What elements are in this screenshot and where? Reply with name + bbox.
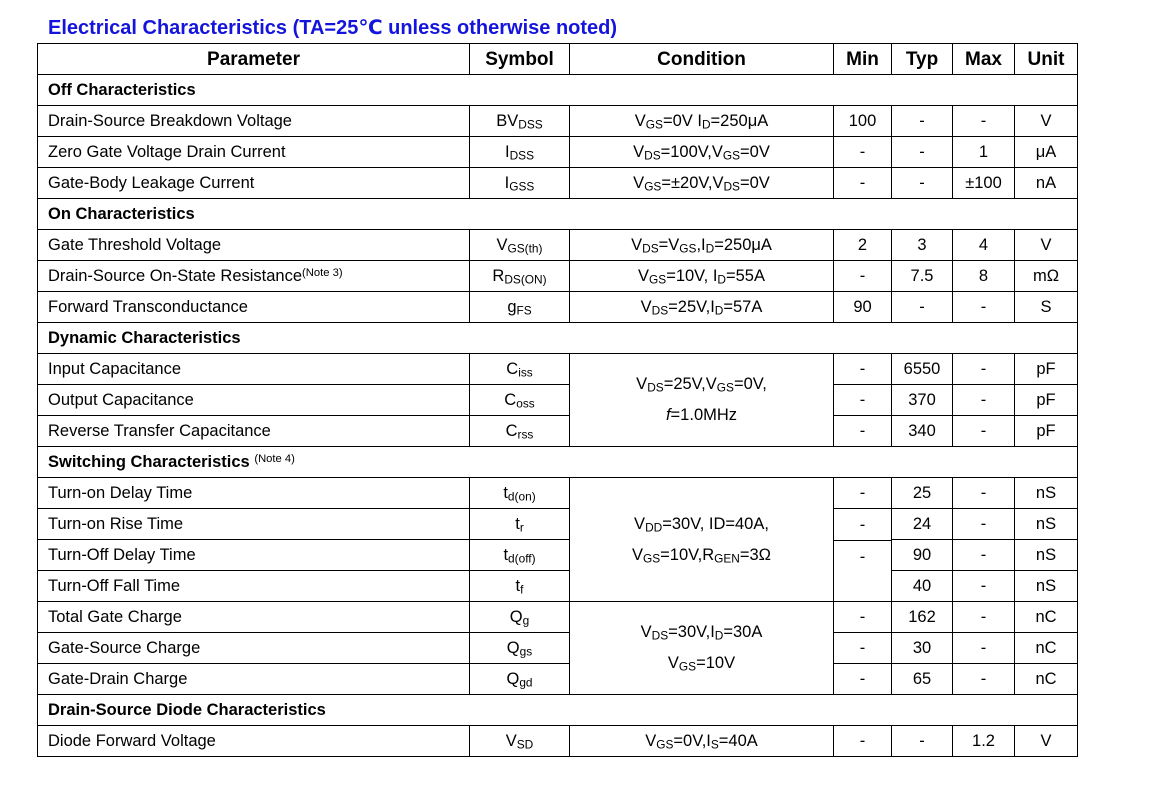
unit-cell: S [1015,292,1078,323]
typ-cell: 40 [892,571,953,602]
typ-cell: 162 [892,602,953,633]
condition-cell: $V_{GS}=0V,I_S=40A$ [570,726,834,757]
symbol-cell: $V_{GS(th)}$ [470,230,570,261]
table-row [38,106,1078,137]
unit-cell: nC [1015,633,1078,664]
param-cell: Output Capacitance [38,385,470,416]
condition-cell: $V_{GS}=10V$, $I_D=55A$ [570,261,834,292]
symbol-cell: $t_{d(off)}$ [470,540,570,571]
max-cell: - [953,385,1015,416]
max-cell: - [953,478,1015,509]
condition-cell: $V_{DS}=25V,I_D=57A$ [570,292,834,323]
param-cell: Input Capacitance [38,354,470,385]
param-cell: Turn-on Rise Time [38,509,470,540]
table-row [38,292,1078,323]
param-cell: Reverse Transfer Capacitance [38,416,470,447]
typ-cell: 90 [892,540,953,571]
unit-cell: pF [1015,354,1078,385]
min-cell: - [834,602,892,633]
section-row [38,447,1078,478]
section-off: Off Characteristics [38,75,1078,106]
condition-cell-switching: $V_{DD}=30V$, ID=40A, $V_{GS}=10V,R_{GEN}=3\Omega$ [570,478,834,602]
param-cell: Gate Threshold Voltage [38,230,470,261]
table-row [38,137,1078,168]
unit-cell: V [1015,230,1078,261]
section-diode: Drain-Source Diode Characteristics [38,695,1078,726]
param-cell: Diode Forward Voltage [38,726,470,757]
typ-cell: 3 [892,230,953,261]
table-row [38,571,1078,602]
table-row [38,664,1078,695]
symbol-cell: $C_{oss}$ [470,385,570,416]
header-typ: Typ [892,44,953,75]
min-cell: - [834,137,892,168]
unit-cell: pF [1015,385,1078,416]
min-cell: - [834,726,892,757]
table-row [38,261,1078,292]
note-ref: (Note 4) [254,452,295,465]
table-row [38,540,1078,571]
symbol-cell: $V_{SD}$ [470,726,570,757]
table-header-row [38,44,1078,75]
typ-cell: 340 [892,416,953,447]
min-cell: - [834,354,892,385]
max-cell: 4 [953,230,1015,261]
section-row [38,75,1078,106]
symbol-cell: $t_r$ [470,509,570,540]
symbol-cell: $BV_{DSS}$ [470,106,570,137]
symbol-cell: $C_{rss}$ [470,416,570,447]
typ-cell: - [892,726,953,757]
condition-cell-charge: $V_{DS}=30V,I_D=30A$ $V_{GS}=10V$ [570,602,834,695]
section-dynamic: Dynamic Characteristics [38,323,1078,354]
symbol-cell: $t_{d(on)}$ [470,478,570,509]
symbol-cell: $Q_g$ [470,602,570,633]
typ-cell: - [892,292,953,323]
table-row [38,354,1078,385]
typ-cell: - [892,106,953,137]
min-cell: - [834,385,892,416]
unit-cell: nS [1015,540,1078,571]
condition-cell: $V_{GS}=0V$ $I_D=250\mu A$ [570,106,834,137]
typ-cell: 7.5 [892,261,953,292]
typ-cell: 65 [892,664,953,695]
typ-cell: 6550 [892,354,953,385]
min-cell: 2 [834,230,892,261]
table-row [38,602,1078,633]
max-cell: - [953,633,1015,664]
unit-cell: pF [1015,416,1078,447]
param-cell: Turn-Off Fall Time [38,571,470,602]
table-row [38,633,1078,664]
section-row [38,323,1078,354]
max-cell: - [953,416,1015,447]
max-cell: - [953,292,1015,323]
header-symbol: Symbol [470,44,570,75]
typ-cell: - [892,168,953,199]
symbol-cell: $t_f$ [470,571,570,602]
table-row [38,416,1078,447]
symbol-cell: $g_{FS}$ [470,292,570,323]
typ-cell: 24 [892,509,953,540]
max-cell: - [953,540,1015,571]
table-row [38,385,1078,416]
max-cell: - [953,602,1015,633]
unit-cell: nC [1015,664,1078,695]
max-cell: 1 [953,137,1015,168]
min-cell: - [834,416,892,447]
condition-cell: $V_{DS}=100V,V_{GS}=0V$ [570,137,834,168]
unit-cell: V [1015,106,1078,137]
max-cell: - [953,106,1015,137]
table-row [38,168,1078,199]
max-cell: 1.2 [953,726,1015,757]
unit-cell: nA [1015,168,1078,199]
max-cell: - [953,509,1015,540]
symbol-cell: $Q_{gs}$ [470,633,570,664]
header-unit: Unit [1015,44,1078,75]
max-cell: - [953,571,1015,602]
electrical-characteristics-table [37,43,1078,757]
max-cell: - [953,354,1015,385]
table-row [38,726,1078,757]
min-cell: 100 [834,106,892,137]
typ-cell: 30 [892,633,953,664]
symbol-cell: $R_{DS(ON)}$ [470,261,570,292]
section-switching: Switching Characteristics $^{(Note 4)}$ [38,447,1078,478]
unit-cell: nS [1015,571,1078,602]
param-cell: Drain-Source On-State Resistance$^{(Note 3)}$ [38,261,470,292]
max-cell: 8 [953,261,1015,292]
symbol-cell: $C_{iss}$ [470,354,570,385]
min-cell: - [834,261,892,292]
min-cell: - [834,664,892,695]
typ-cell: 370 [892,385,953,416]
unit-cell: V [1015,726,1078,757]
param-cell: Drain-Source Breakdown Voltage [38,106,470,137]
header-parameter: Parameter [38,44,470,75]
param-cell: Zero Gate Voltage Drain Current [38,137,470,168]
min-cell-switching: - - - [834,478,892,602]
condition-cell-dynamic: $V_{DS}=25V,V_{GS}=0V$, f=1.0MHz [570,354,834,447]
param-cell: Gate-Body Leakage Current [38,168,470,199]
param-cell: Gate-Drain Charge [38,664,470,695]
unit-cell: mΩ [1015,261,1078,292]
header-max: Max [953,44,1015,75]
max-cell: ±100 [953,168,1015,199]
header-min: Min [834,44,892,75]
header-condition: Condition [570,44,834,75]
param-cell: Gate-Source Charge [38,633,470,664]
table-row [38,230,1078,261]
symbol-cell: $I_{DSS}$ [470,137,570,168]
unit-cell: nC [1015,602,1078,633]
symbol-cell: $I_{GSS}$ [470,168,570,199]
symbol-cell: $Q_{gd}$ [470,664,570,695]
unit-cell: μA [1015,137,1078,168]
param-cell: Forward Transconductance [38,292,470,323]
section-on: On Characteristics [38,199,1078,230]
page-title: Electrical Characteristics (TA=25℃ unless otherwise noted) [48,17,618,39]
condition-cell: $V_{DS}=V_{GS},I_D=250\mu A$ [570,230,834,261]
table-row [38,478,1078,509]
section-row [38,199,1078,230]
max-cell: - [953,664,1015,695]
param-cell: Turn-Off Delay Time [38,540,470,571]
min-cell: - [834,168,892,199]
note-ref: (Note 3) [302,266,343,279]
unit-cell: nS [1015,509,1078,540]
typ-cell: 25 [892,478,953,509]
min-cell: - [834,633,892,664]
table-row [38,509,1078,540]
param-cell: Total Gate Charge [38,602,470,633]
min-cell: 90 [834,292,892,323]
condition-cell: $V_{GS}=\pm 20V,V_{DS}=0V$ [570,168,834,199]
section-row [38,695,1078,726]
param-cell: Turn-on Delay Time [38,478,470,509]
unit-cell: nS [1015,478,1078,509]
typ-cell: - [892,137,953,168]
